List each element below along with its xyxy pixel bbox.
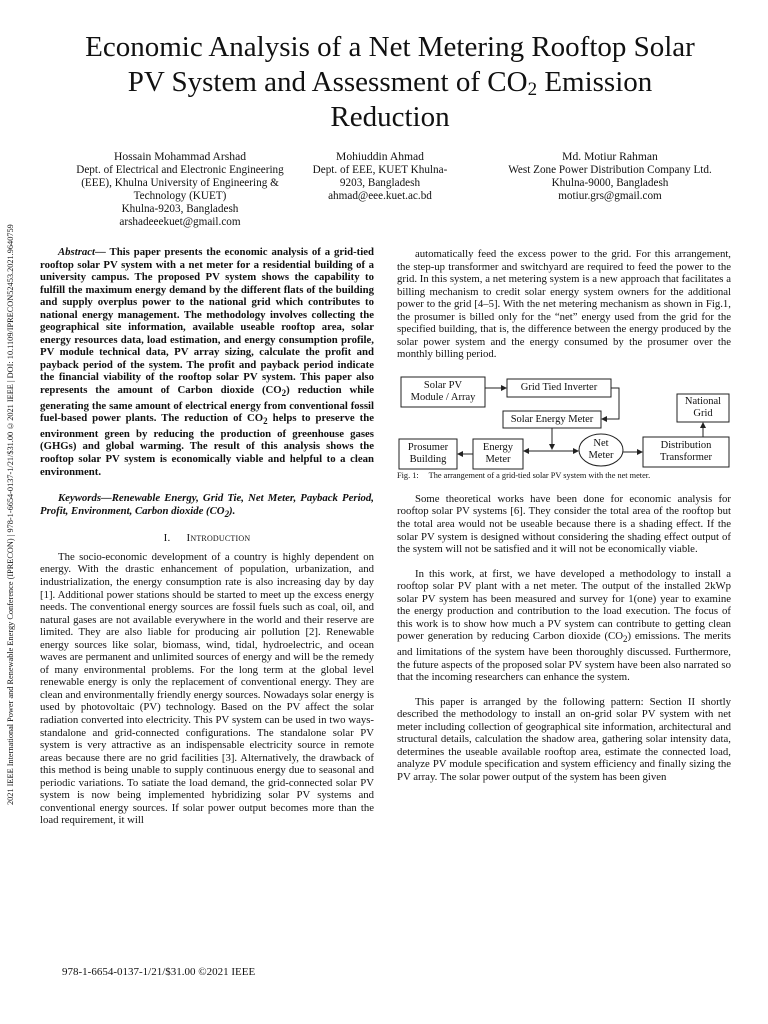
figure-1-diagram — [397, 373, 731, 471]
author-affiliation: (EEE), Khulna University of Engineering & — [81, 177, 279, 189]
distribution-label-1: Distribution — [660, 439, 712, 451]
prosumer-label-1: Prosumer — [407, 441, 449, 453]
author-affiliation: Technology (KUET) — [133, 190, 227, 202]
author-3 — [475, 150, 745, 203]
abstract-text-b: ) reduction while generating the same amount of electrical energy from conventional fossil fuel-based power plants. The reduction of CO — [40, 384, 374, 425]
abstract — [40, 246, 374, 478]
energy-meter-label-2: Meter — [485, 453, 511, 465]
solar-pv-label-1: Solar PV — [423, 379, 463, 391]
abstract-sub: 2 — [281, 388, 287, 399]
abstract-sub: 2 — [263, 416, 268, 427]
title-subscript: 2 — [527, 79, 538, 100]
author-affiliation: Dept. of EEE, KUET Khulna- — [312, 164, 448, 176]
intro-paragraph: The socio-economic development of a country is highly dependent on energy. With the drastic enhancement of population, urbanization, and industrialization, the energy consumption rate is also increasing day by day [1]. Additional power stations should be started to meet up the excess energy needs. The conventional energy sources are fossil fuels such as coal, oil, and natural gases are not available everywhere in the world and their reserve are limited. They are also liable for producing air pollution [2]. Renewable energy sources like solar, biomass, wind, tidal, hydroelectric, and ocean waves are permanent and unlimited sources of energy and will be the remedy of many environmental problems. For the long term at the global level renewable energy is only the replacement of conventional energy. They are clean and environmentally friendly energy sources. Nowadays solar energy is used by photovoltaic (PV) technology. Based on the PV affect the solar radiation converted into electricity. This PV system can be used in two ways- standalone and grid-connected configurations. The standalone solar PV system is very attractive as an indispensable electricity source in remote areas because there are no grid facilities [3]. Alternatively, the drawback of this method is being unable to supply continuous energy due to seasonal and periodic variations. To satiate the load demand, the grid-connected solar PV system is now being implemented hybridizing solar PV systems and conventional energy sources. If solar power output becomes more than the load requirement, it will — [40, 550, 374, 827]
keywords — [40, 492, 374, 520]
figure-caption-text: The arrangement of a grid-tied solar PV system with the net meter. — [428, 470, 651, 480]
author-email: arshadeeekuet@gmail.com — [119, 216, 241, 228]
abstract-dash: — — [95, 246, 110, 258]
section-title: Introduction — [186, 532, 251, 545]
author-affiliation: Khulna-9000, Bangladesh — [551, 177, 669, 189]
keywords-text-b: ). — [229, 504, 236, 517]
right-column — [397, 248, 731, 784]
keywords-text-a: Renewable Energy, Grid Tie, Net Meter, Payback Period, Profit, Environment, Carbon dioxide (CO — [40, 492, 374, 517]
figure-caption — [397, 471, 731, 481]
solar-pv-label — [401, 380, 485, 404]
prosumer-label — [399, 442, 457, 466]
author-name: Md. Motiur Rahman — [562, 150, 658, 163]
national-grid-label — [677, 396, 729, 420]
abstract-text-a: This paper presents the economic analysis of a grid-tied rooftop solar PV system with a net meter for a residential building of a university campus. The proposed PV system shows the capability to fulfill the maximum energy demand by the different flats of the building and supply overplus power to the national grid which contributes to national energy management. The methodology involves collecting the geographical site information, available useable rooftop area, solar energy resources data, load estimation, and energy consumption profile, PV module technical data, PV array sizing, calculate the profit and payback period of the system. The profit and payback period indicate the financial viability of the rooftop solar PV system. This paper also represents the amount of Carbon dioxide (CO — [40, 246, 374, 397]
title-line-3: Reduction — [330, 101, 450, 133]
keywords-label: Keywords— — [58, 492, 112, 505]
abstract-text-c: helps to preserve the environment green by reducing the production of greenhouse gases (GHGs) and global warming. The result of this analysis shows the rooftop solar PV system is economically viable and helpful to a clean environment. — [40, 412, 374, 478]
author-name: Hossain Mohammad Arshad — [113, 150, 247, 163]
para3-text-b: ) emissions. The merits and limitations of the system have been thoroughly discussed. Furthermore, the future aspects of the proposed solar PV system have been also narrated so that the incoming researchers can enhance the system. — [397, 630, 731, 684]
figure-caption-label: Fig. 1: — [397, 470, 419, 480]
author-1 — [60, 150, 300, 229]
national-grid-label-2: Grid — [693, 407, 713, 419]
author-affiliation: Dept. of Electrical and Electronic Engineering — [76, 164, 284, 176]
author-affiliation: 9203, Bangladesh — [339, 177, 421, 189]
body-paragraph: Some theoretical works have been done for economic analysis for rooftop solar PV systems [6]. They consider the total area of the rooftop but the total area would not be useable because there is a shading effect. If the solar PV system is designed without considering the shading effect output of the system will not be satisfied and it will not be economically viable. — [397, 492, 731, 556]
author-affiliation: Khulna-9203, Bangladesh — [121, 203, 239, 215]
body-paragraph — [397, 568, 731, 684]
author-email: ahmad@eee.kuet.ac.bd — [328, 190, 432, 202]
distribution-label — [643, 440, 729, 464]
solar-pv-label-2: Module / Array — [410, 391, 476, 403]
title-line-2b: Emission — [537, 66, 653, 98]
national-grid-label-1: National — [684, 395, 722, 407]
author-block — [60, 150, 740, 230]
abstract-label: Abstract — [58, 246, 96, 258]
solar-meter-label: Solar Energy Meter — [510, 413, 594, 425]
title-line-1: Economic Analysis of a Net Metering Rooftop Solar — [85, 31, 695, 63]
title-line-2a: PV System and Assessment of CO — [127, 66, 528, 98]
left-column — [40, 246, 374, 827]
author-2 — [305, 150, 455, 203]
energy-meter-label — [473, 442, 523, 466]
section-number: I. — [163, 532, 171, 545]
paper-title — [40, 30, 740, 135]
para3-text-a: In this work, at first, we have developed a methodology to install a rooftop solar PV plant with a net meter. The output of the installed 2kWp solar PV system has been measured and survey for 1(one) year to examine the energy production and contribution to the load execution. The focus of this work is to show how much a PV system can contribute to getting clean power generation by reducing Carbon dioxide (CO — [397, 567, 731, 643]
net-meter-label-2: Meter — [588, 449, 614, 461]
body-paragraph: This paper is arranged by the following pattern: Section II shortly described the methodology to install an on-grid solar PV system with net meter including collection of geographical site information, architectural and structural details, calculation the shadow area, gathering solar intensity data, determines the useable available rooftop area, estimate the connected load, analyze PV module specification and system efficiency and finally sizing the PV array. The solar power output of the system has been given — [397, 695, 731, 783]
side-doi-stamp: 2021 IEEE International Power and Renewable Energy Conference (IPRECON) | 978-1-6654-0137-1/21/$31.00 ©2021 IEEE | DOI: 10.1109/IPRECON52453.2021.9640759 — [6, 224, 15, 806]
author-affiliation: West Zone Power Distribution Company Ltd. — [508, 164, 712, 176]
prosumer-label-2: Building — [409, 453, 447, 465]
keywords-sub: 2 — [224, 508, 230, 519]
page-footer: 978-1-6654-0137-1/21/$31.00 ©2021 IEEE — [62, 966, 256, 978]
distribution-label-2: Transformer — [659, 451, 713, 463]
author-email: motiur.grs@gmail.com — [558, 190, 662, 202]
author-name: Mohiuddin Ahmad — [336, 150, 424, 163]
net-meter-label-1: Net — [593, 437, 609, 449]
inverter-label: Grid Tied Inverter — [520, 381, 598, 393]
body-paragraph: automatically feed the excess power to the grid. For this arrangement, the step-up transformer and switchyard are required to feed the power to the grid. In this system, a net metering system is a new approach that facilitates a billing mechanism to credit solar energy system owners for the additional power to the grid [4–5]. With the net metering mechanism as shown in Fig.1, the prosumer is billed only for the “net” energy used from the grid for the specified building, that is, the difference between the energy produced by the solar power system and the energy consumed by the prosumer over the monthly billing period. — [397, 248, 731, 361]
section-heading — [40, 532, 374, 545]
para3-sub: 2 — [622, 634, 628, 645]
net-meter-label — [579, 438, 623, 462]
energy-meter-label-1: Energy — [482, 441, 514, 453]
